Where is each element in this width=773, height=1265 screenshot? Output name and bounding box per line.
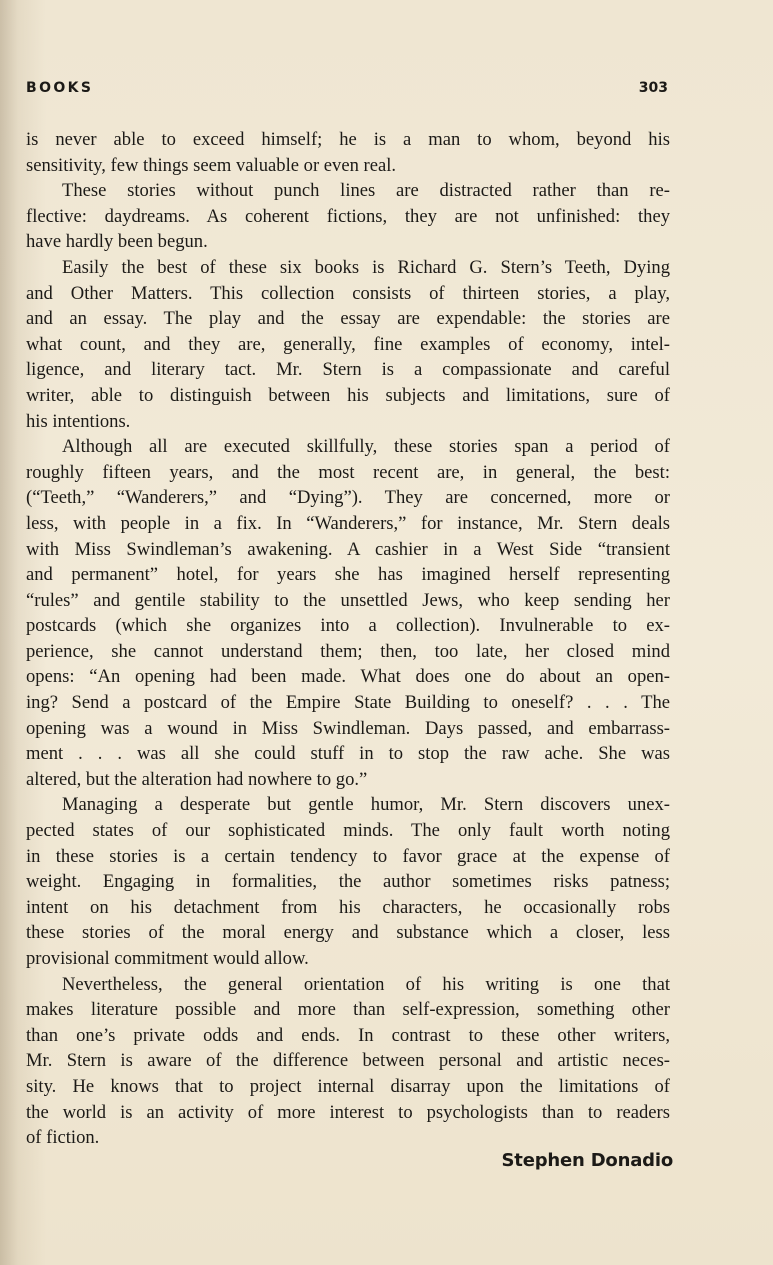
text-line: and an essay. The play and the essay are expendable: the stories are — [26, 308, 670, 330]
text-line: provisional commitment would allow. — [26, 948, 309, 969]
text-line: Managing a desperate but gentle humor, Mr. Stern discovers unex- — [62, 794, 670, 816]
text-line: opens: “An opening had been made. What does one do about an open- — [26, 666, 670, 688]
text-line: “rules” and gentile stability to the unsettled Jews, who keep sending her — [26, 589, 670, 611]
text-line: altered, but the alteration had nowhere to go.” — [26, 768, 368, 790]
text-line: what count, and they are, generally, fine examples of economy, intel- — [26, 333, 670, 355]
text-line: is never able to exceed himself; he is a man to whom, beyond his — [26, 129, 670, 150]
text-line: (“Teeth,” “Wanderers,” and “Dying”). They are concerned, more or — [26, 487, 670, 509]
running-head — [26, 80, 668, 102]
text-line: intent on his detachment from his characters, he occasionally robs — [26, 896, 670, 918]
text-line: sensitivity, few things seem valuable or even real. — [26, 154, 397, 176]
section-title: BOOKS — [26, 80, 94, 96]
text-line: less, with people in a fix. In “Wanderers,” for instance, Mr. Stern deals — [26, 512, 670, 534]
text-line: the world is an activity of more interest to psychologists than to readers — [26, 1101, 670, 1123]
text-line: flective: daydreams. As coherent fictions, they are not unfinished: they — [26, 205, 670, 227]
text-line: have hardly been begun. — [26, 231, 208, 253]
text-line: Mr. Stern is aware of the difference between personal and artistic neces- — [26, 1050, 670, 1072]
text-line: makes literature possible and more than self-expression, something other — [26, 999, 670, 1021]
review-body-text — [26, 127, 670, 1151]
text-line: in these stories is a certain tendency to favor grace at the expense of — [26, 845, 670, 867]
text-line: opening was a wound in Miss Swindleman. Days passed, and embarrass- — [26, 717, 670, 739]
text-line: sity. He knows that to project internal disarray upon the limitations of — [26, 1075, 670, 1097]
text-line: Although all are executed skillfully, these stories span a period of — [62, 436, 670, 458]
text-line: ment . . . was all she could stuff in to stop the raw ache. She was — [26, 743, 670, 765]
text-line: Easily the best of these six books is Richard G. Stern’s Teeth, Dying — [62, 256, 670, 278]
text-line: Nevertheless, the general orientation of his writing is one that — [62, 973, 670, 995]
text-line: These stories without punch lines are distracted rather than re- — [62, 180, 670, 202]
text-line: pected states of our sophisticated minds. The only fault worth noting — [26, 820, 670, 842]
author-signature: Stephen Donadio — [501, 1150, 673, 1171]
text-line: and permanent” hotel, for years she has imagined herself representing — [26, 564, 670, 586]
text-line: writer, able to distinguish between his subjects and limitations, sure of — [26, 384, 670, 406]
text-line: ligence, and literary tact. Mr. Stern is a compassionate and careful — [26, 359, 670, 381]
page-number: 303 — [638, 80, 668, 96]
text-line: postcards (which she organizes into a collection). Invulnerable to ex- — [26, 615, 670, 637]
text-line: weight. Engaging in formalities, the author sometimes risks patness; — [26, 871, 670, 893]
text-line: his intentions. — [26, 410, 131, 432]
text-line: of fiction. — [26, 1127, 100, 1149]
text-line: and Other Matters. This collection consists of thirteen stories, a play, — [26, 282, 670, 304]
text-line: these stories of the moral energy and substance which a closer, less — [26, 922, 670, 944]
text-line: roughly fifteen years, and the most recent are, in general, the best: — [26, 461, 670, 483]
text-line: with Miss Swindleman’s awakening. A cashier in a West Side “transient — [26, 538, 670, 560]
text-line: perience, she cannot understand them; then, too late, her closed mind — [26, 640, 670, 662]
text-line: than one’s private odds and ends. In contrast to these other writers, — [26, 1024, 670, 1046]
text-line: ing? Send a postcard of the Empire State Building to oneself? . . . The — [26, 692, 670, 714]
